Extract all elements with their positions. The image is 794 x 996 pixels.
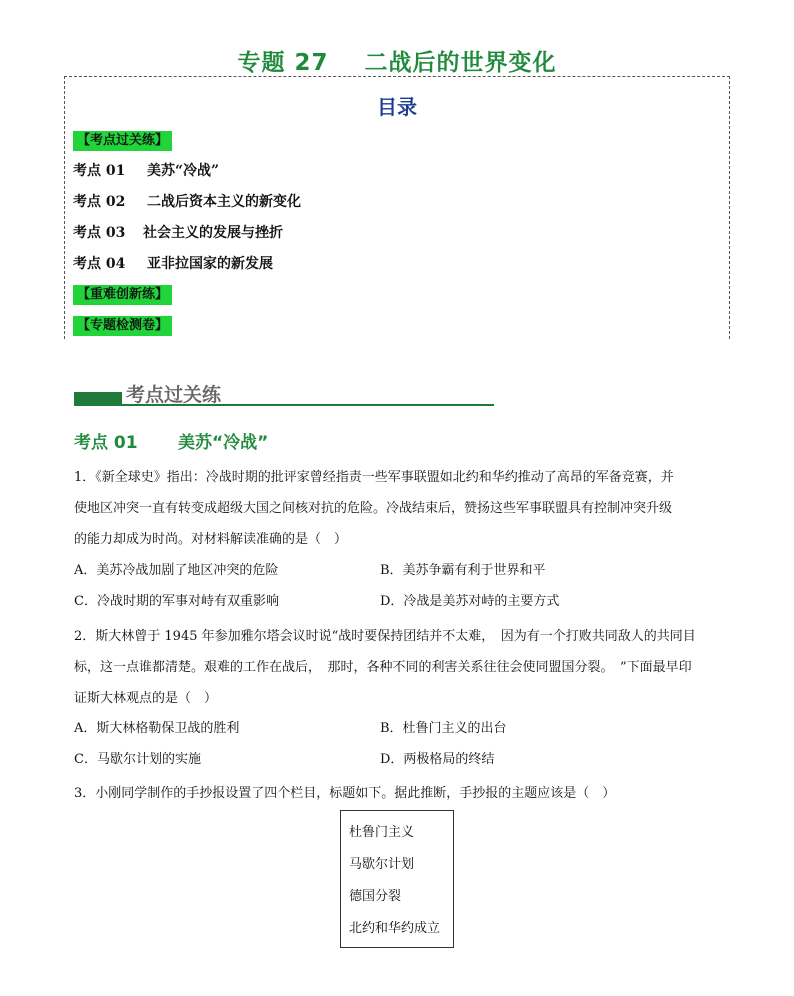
question-1-line: 使地区冲突一直有转变成超级大国之间核对抗的危险。冷战结束后，赞扬这些军事联盟具有控制冲突升级 [74, 501, 673, 516]
page-title: 专题 27 二战后的世界变化 [237, 50, 557, 76]
question-2-option-b: B．杜鲁门主义的出台 [380, 721, 507, 736]
question-1-option-a: A．美苏冷战加剧了地区冲突的危险 [74, 563, 279, 578]
question-1-option-d: D．冷战是美苏对峙的主要方式 [380, 594, 560, 609]
section-banner-title: 考点过关练 [126, 384, 222, 406]
question-2-option-c: C．马歇尔计划的实施 [74, 752, 201, 767]
toc-item[interactable]: 考点 02 二战后资本主义的新变化 [73, 194, 301, 210]
toc-item[interactable]: 考点 01 美苏“冷战” [73, 163, 220, 179]
question-2-line: 证斯大林观点的是（ ） [74, 691, 218, 706]
question-2-option-d: D．两极格局的终结 [380, 752, 495, 767]
toc-tag-test[interactable]: 【专题检测卷】 [73, 316, 172, 336]
toc-heading: 目录 [377, 95, 417, 119]
box-item: 北约和华约成立 [349, 921, 441, 936]
handout-columns-box [340, 810, 454, 948]
toc-tag-innovation[interactable]: 【重难创新练】 [73, 285, 172, 305]
question-2-line: 2．斯大林曾于 1945 年参加雅尔塔会议时说“战时要保持团结并不太难， 因为有一个打败共同敌人的共同目 [74, 629, 696, 644]
question-1-option-c: C．冷战时期的军事对峙有双重影响 [74, 594, 279, 609]
point-heading: 考点 01 美苏“冷战” [74, 433, 269, 453]
question-1-line: 1．《新全球史》指出：冷战时期的批评家曾经指责一些军事联盟如北约和华约推动了高昂的军备竞赛，并 [74, 470, 674, 485]
toc-tag-practice[interactable]: 【考点过关练】 [73, 131, 172, 151]
question-2-option-a: A．斯大林格勒保卫战的胜利 [74, 721, 240, 736]
banner-bar [74, 392, 122, 404]
table-of-contents [64, 76, 730, 339]
box-item: 马歇尔计划 [349, 857, 415, 872]
section-banner [74, 378, 494, 410]
question-2-line: 标，这一点谁都清楚。艰难的工作在战后， 那时，各种不同的利害关系往往会使同盟国分裂。 ”下面最早印 [74, 660, 692, 675]
question-1-option-b: B．美苏争霸有利于世界和平 [380, 563, 546, 578]
question-1-line: 的能力却成为时尚。对材料解读准确的是（ ） [74, 532, 348, 547]
question-3-line: 3．小刚同学制作的手抄报设置了四个栏目，标题如下。据此推断，手抄报的主题应该是（ ） [74, 786, 616, 801]
toc-item[interactable]: 考点 03 社会主义的发展与挫折 [73, 225, 283, 241]
box-item: 德国分裂 [349, 889, 402, 904]
box-item: 杜鲁门主义 [349, 825, 415, 840]
toc-item[interactable]: 考点 04 亚非拉国家的新发展 [73, 256, 273, 272]
